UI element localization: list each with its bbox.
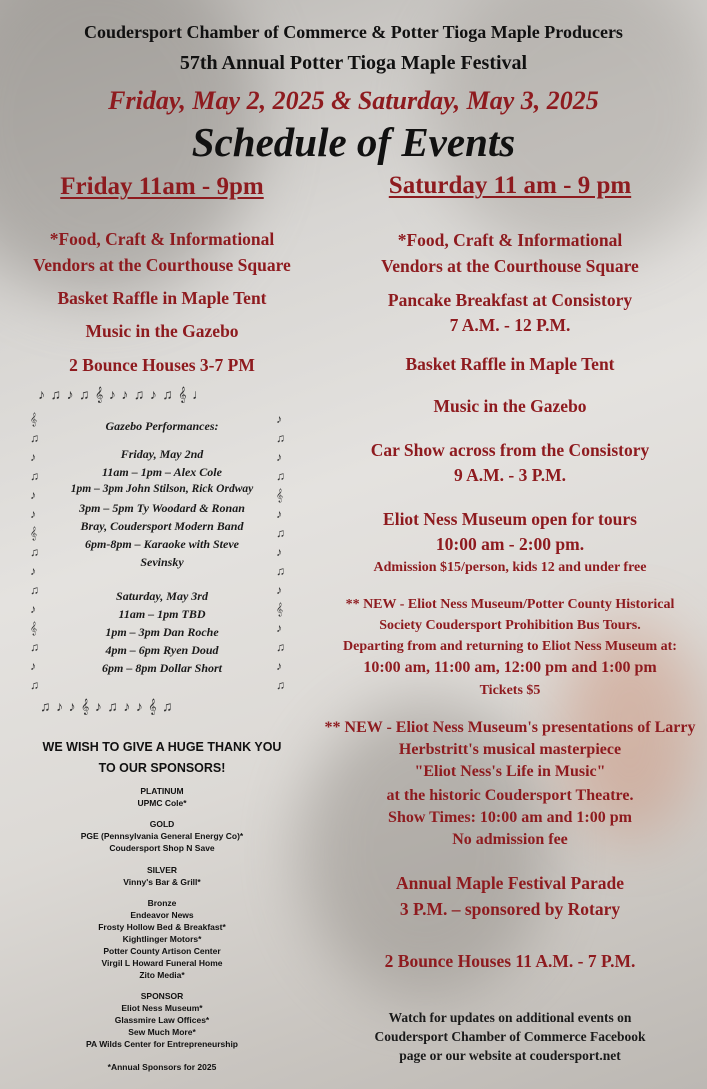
sponsor-name: Kightlinger Motors* [122,934,202,944]
saturday-line: 7 A.M. - 12 P.M. [449,315,571,335]
page-title: Schedule of Events [191,119,516,165]
music-notes-border-left: 𝄞 ♫ ♪ ♫ ♪ ♪ 𝄞 ♫ ♪ ♫ ♪ 𝄞 ♫ ♪ ♫ [30,412,40,692]
gazebo-slot: 6pm-8pm – Karaoke with Steve [85,537,239,551]
saturday-line: ** NEW - Eliot Ness Museum/Potter County Historical [345,597,675,612]
saturday-line: Music in the Gazebo [433,396,587,416]
saturday-line: "Eliot Ness's Life in Music" [414,763,606,780]
sponsor-name: Eliot Ness Museum* [121,1003,203,1013]
saturday-line: No admission fee [452,831,568,848]
festival-name: 57th Annual Potter Tioga Maple Festival [179,52,528,74]
saturday-line: 2 Bounce Houses 11 A.M. - 7 P.M. [384,951,636,971]
festival-dates: Friday, May 2, 2025 & Saturday, May 3, 2025 [108,86,599,115]
saturday-line: Pancake Breakfast at Consistory [387,290,633,310]
gazebo-slot: 1pm – 3pm John Stilson, Rick Ordway [70,483,254,495]
gazebo-friday-label: Friday, May 2nd [120,447,204,461]
saturday-heading: Saturday 11 am - 9 pm [388,172,632,199]
saturday-line: 3 P.M. – sponsored by Rotary [399,899,621,919]
saturday-line: Society Coudersport Prohibition Bus Tours. [379,618,641,633]
friday-item: 2 Bounce Houses 3-7 PM [69,355,255,375]
sponsor-tier: PLATINUM [140,786,184,796]
gazebo-slot: 1pm – 3pm Dan Roche [105,625,219,639]
gazebo-slot: 6pm – 8pm Dollar Short [101,661,223,675]
sponsor-name: PA Wilds Center for Entrepreneurship [86,1039,238,1049]
sponsor-name: Coudersport Shop N Save [109,843,215,853]
sponsors-heading: WE WISH TO GIVE A HUGE THANK YOU [42,740,282,754]
gazebo-slot: 11am – 1pm – Alex Cole [102,465,222,479]
sponsor-name: Virgil L Howard Funeral Home [101,958,223,968]
sponsor-name: Frosty Hollow Bed & Breakfast* [98,922,226,932]
sponsor-name: UPMC Cole* [137,798,187,808]
updates-note: page or our website at coudersport.net [399,1048,621,1063]
sponsor-name: PGE (Pennsylvania General Energy Co)* [80,831,244,841]
saturday-line: Herbstritt's musical masterpiece [398,741,622,758]
updates-note: Watch for updates on additional events on [388,1010,632,1025]
sponsors-heading: TO OUR SPONSORS! [98,761,226,775]
sponsor-name: Potter County Artison Center [103,946,221,956]
friday-item: Music in the Gazebo [85,321,239,341]
saturday-line: Tickets $5 [479,683,541,698]
gazebo-title: Gazebo Performances: [105,419,219,433]
saturday-line: *Food, Craft & Informational [397,230,623,250]
saturday-line: 10:00 am - 2:00 pm. [435,534,585,554]
saturday-line: Annual Maple Festival Parade [396,873,624,893]
saturday-line: Vendors at the Courthouse Square [381,256,639,276]
saturday-line: 10:00 am, 11:00 am, 12:00 pm and 1:00 pm [363,659,657,676]
sponsor-tier: SILVER [146,865,178,875]
gazebo-slot: 4pm – 6pm Ryen Doud [105,643,219,657]
updates-note: Coudersport Chamber of Commerce Facebook [374,1029,646,1044]
saturday-line: Basket Raffle in Maple Tent [405,354,615,374]
sponsor-tier: Bronze [147,898,177,908]
sponsor-tier: GOLD [149,819,175,829]
saturday-line: Show Times: 10:00 am and 1:00 pm [388,809,632,826]
sponsor-name: Zito Media* [139,970,185,980]
organizers: Coudersport Chamber of Commerce & Potter Tioga Maple Producers [84,22,623,42]
saturday-line: at the historic Coudersport Theatre. [386,787,634,804]
sponsor-name: Glassmire Law Offices* [114,1015,210,1025]
sponsor-name: Endeavor News [130,910,194,920]
friday-item: *Food, Craft & Informational [49,229,275,249]
saturday-line: Departing from and returning to Eliot Ness Museum at: [343,639,677,654]
friday-item: Vendors at the Courthouse Square [33,255,291,275]
saturday-line: Eliot Ness Museum open for tours [383,509,637,529]
gazebo-slot: 11am – 1pm TBD [118,607,206,621]
sponsor-name: Vinny's Bar & Grill* [123,877,201,887]
gazebo-slot: Sevinsky [140,555,184,569]
friday-heading: Friday 11am - 9pm [60,173,264,200]
music-notes-border-top: ♪ ♫ ♪ ♫ 𝄞 ♪ ♪ ♫ ♪ ♫ 𝄞 ♩ [38,388,208,403]
saturday-line: 9 A.M. - 3 P.M. [453,465,567,485]
saturday-line: Car Show across from the Consistory [370,440,650,460]
gazebo-slot: 3pm – 5pm Ty Woodard & Ronan [79,501,245,515]
saturday-line: ** NEW - Eliot Ness Museum's presentations of Larry [324,719,696,736]
gazebo-saturday-label: Saturday, May 3rd [116,589,208,603]
sponsor-name: Sew Much More* [128,1027,196,1037]
sponsors-footnote: *Annual Sponsors for 2025 [107,1062,217,1072]
saturday-line: Admission $15/person, kids 12 and under free [373,560,647,575]
friday-item: Basket Raffle in Maple Tent [57,288,267,308]
music-notes-border-right: ♪ ♫ ♪ ♫ 𝄞 ♪ ♫ ♪ ♫ ♪ 𝄞 ♪ ♫ ♪ ♫ [276,412,286,692]
sponsor-tier: SPONSOR [140,991,184,1001]
gazebo-slot: Bray, Coudersport Modern Band [80,519,244,533]
music-notes-border-bottom: ♫ ♪ ♪ 𝄞 ♪ ♫ ♪ ♪ 𝄞 ♫ [40,700,174,715]
